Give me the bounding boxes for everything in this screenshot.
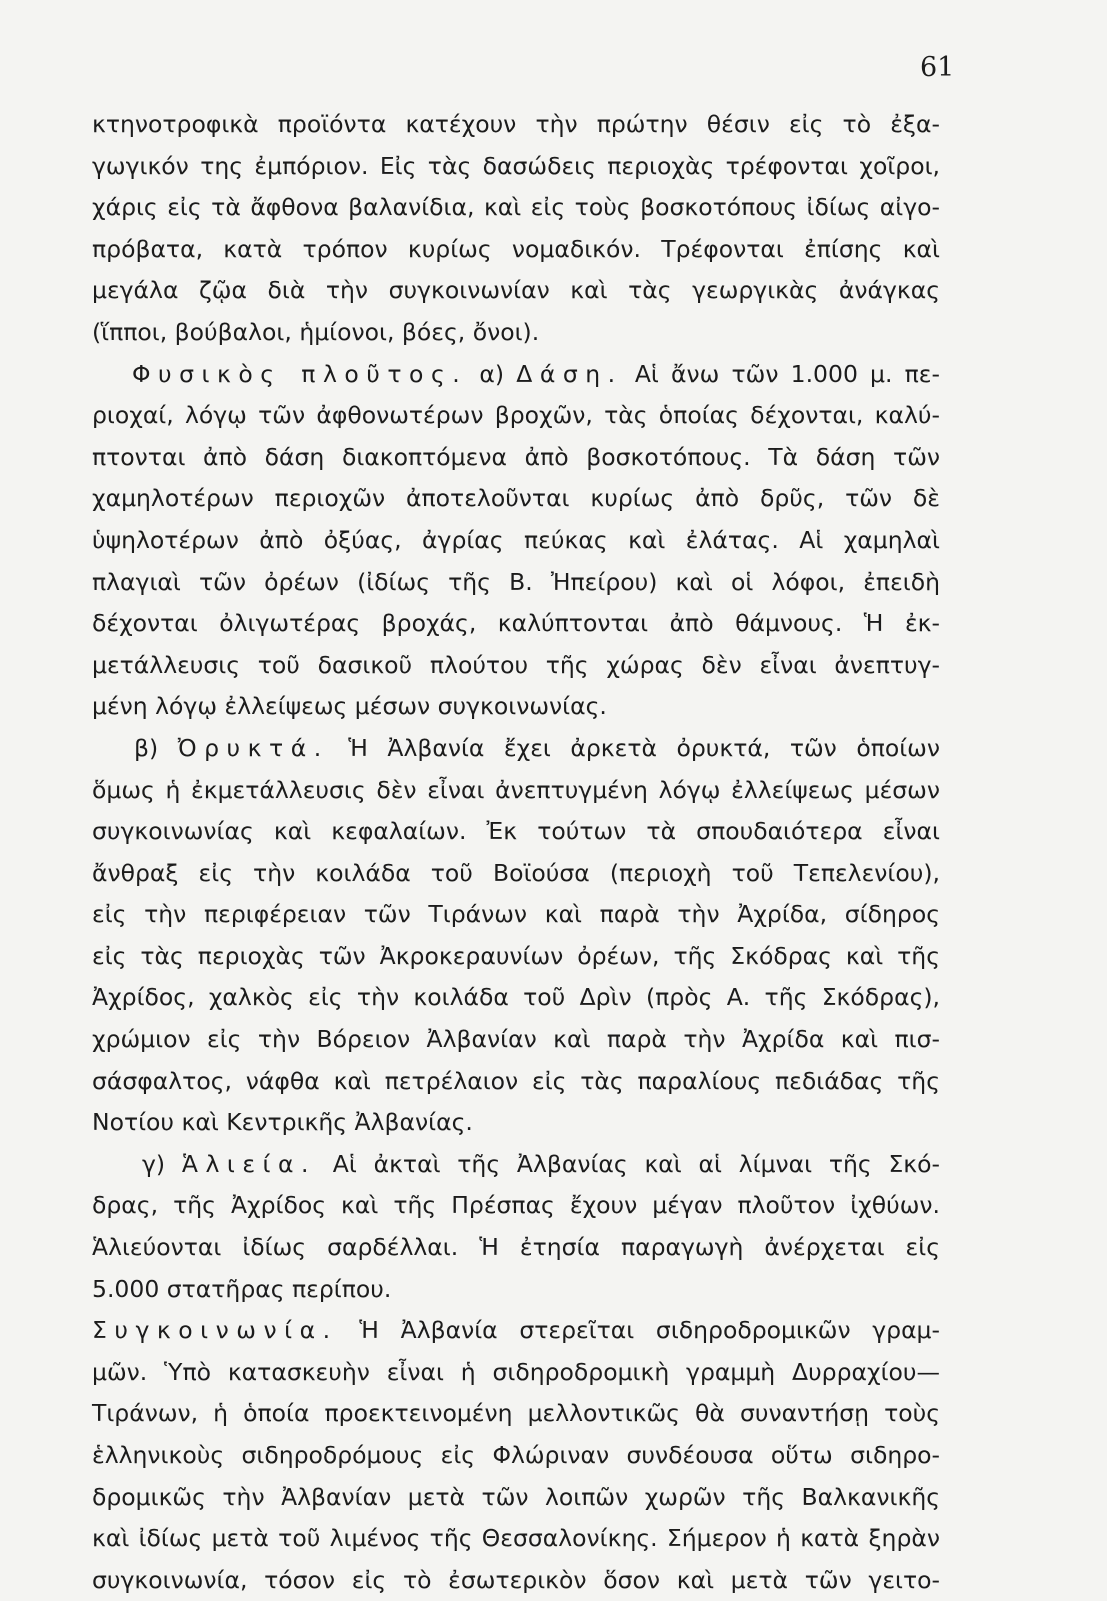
text-line: εἰς τὴν περιφέρειαν τῶν Τιράνων καὶ παρὰ τὴν Ἀχρίδα, σίδηρος	[92, 900, 940, 929]
text-line: 5.000 στατῆρας περίπου.	[92, 1274, 392, 1303]
text-line: καὶ ἰδίως μετὰ τοῦ λιμένος τῆς Θεσσαλονίκης. Σήμερον ἡ κατὰ ξηρὰν	[92, 1524, 940, 1553]
text-line: μεγάλα ζῷα διὰ τὴν συγκοινωνίαν καὶ τὰς γεωργικὰς ἀνάγκας	[92, 276, 940, 305]
section-heading-line: Συγκοινωνία. Ἡ Ἀλβανία στερεῖται σιδηροδρομικῶν γραμ-	[92, 1316, 940, 1345]
section-heading-line: Φυσικὸς πλοῦτος. α) Δάση. Αἱ ἄνω τῶν 1.000 μ. πε-	[132, 359, 940, 388]
text-line: πρόβατα, κατὰ τρόπον κυρίως νομαδικόν. Τρέφονται ἐπίσης καὶ	[92, 234, 940, 263]
text-line: ἄνθραξ εἰς τὴν κοιλάδα τοῦ Βοϊούσα (περιοχὴ τοῦ Τεπελενίου),	[92, 858, 940, 887]
text-line: σάσφαλτος, νάφθα καὶ πετρέλαιον εἰς τὰς παραλίους πεδιάδας τῆς	[92, 1066, 940, 1095]
text-line: ὅμως ἡ ἐκμετάλλευσις δὲν εἶναι ἀνεπτυγμένη λόγῳ ἐλλείψεως μέσων	[92, 775, 940, 804]
page-number: 61	[920, 52, 955, 83]
subsection-title-fishing: Ἁλιεία.	[181, 1149, 317, 1178]
text-line: Ἁλιεύονται ἰδίως σαρδέλλαι. Ἡ ἐτησία παραγωγὴ ἀνέρχεται εἰς	[92, 1233, 940, 1262]
text-line: δρας, τῆς Ἀχρίδος καὶ τῆς Πρέσπας ἔχουν μέγαν πλοῦτον ἰχθύων.	[92, 1191, 940, 1220]
text-line: κτηνοτροφικὰ προϊόντα κατέχουν τὴν πρώτην θέσιν εἰς τὸ ἐξα-	[92, 110, 940, 138]
text-line: χάρις εἰς τὰ ἄφθονα βαλανίδια, καὶ εἰς τοὺς βοσκοτόπους ἰδίως αἰγο-	[92, 193, 940, 222]
text-line: δέχονται ὀλιγωτέρας βροχάς, καλύπτονται ἀπὸ θάμνους. Ἡ ἐκ-	[92, 609, 940, 638]
section-heading-line: β) Ὀρυκτά. Ἡ Ἀλβανία ἔχει ἀρκετὰ ὀρυκτά, τῶν ὁποίων	[134, 733, 940, 762]
section-title-physical-wealth: Φυσικὸς πλοῦτος.	[132, 359, 468, 388]
text-line: μῶν. Ὑπὸ κατασκευὴν εἶναι ἡ σιδηροδρομικὴ γραμμὴ Δυρραχίου—	[92, 1357, 940, 1386]
section-heading-line: γ) Ἁλιεία. Αἱ ἀκταὶ τῆς Ἀλβανίας καὶ αἱ λίμναι τῆς Σκό-	[142, 1149, 940, 1178]
text-line: ὑψηλοτέρων ἀπὸ ὀξύας, ἀγρίας πεύκας καὶ ἐλάτας. Αἱ χαμηλαὶ	[92, 525, 940, 554]
text-line: Ἀχρίδος, χαλκὸς εἰς τὴν κοιλάδα τοῦ Δρὶν (πρὸς Α. τῆς Σκόδρας),	[92, 983, 940, 1012]
subsection-title-forests: Δάση.	[516, 359, 623, 388]
text-line: χαμηλοτέρων περιοχῶν ἀποτελοῦνται κυρίως ἀπὸ δρῦς, τῶν δὲ	[92, 484, 940, 513]
body-text	[92, 104, 940, 1601]
text-line: πλαγιαὶ τῶν ὀρέων (ἰδίως τῆς Β. Ἠπείρου) καὶ οἱ λόφοι, ἐπειδὴ	[92, 567, 940, 596]
section-title-communication: Συγκοινωνία.	[92, 1316, 338, 1345]
text-line: πτονται ἀπὸ δάση διακοπτόμενα ἀπὸ βοσκοτόπους. Τὰ δάση τῶν	[92, 442, 940, 471]
text-line: ἑλληνικοὺς σιδηροδρόμους εἰς Φλώριναν συνδέουσα οὕτω σιδηρο-	[92, 1441, 940, 1469]
text-line: Τιράνων, ἡ ὁποία προεκτεινομένη μελλοντικῶς θὰ συναντήσῃ τοὺς	[92, 1399, 940, 1428]
text-line: δρομικῶς τὴν Ἀλβανίαν μετὰ τῶν λοιπῶν χωρῶν τῆς Βαλκανικῆς	[92, 1482, 940, 1511]
text-line: Νοτίου καὶ Κεντρικῆς Ἀλβανίας.	[92, 1108, 473, 1137]
text-line: μετάλλευσις τοῦ δασικοῦ πλούτου τῆς χώρας δὲν εἶναι ἀνεπτυγ-	[92, 650, 940, 679]
text-line: γωγικόν της ἐμπόριον. Εἰς τὰς δασώδεις περιοχὰς τρέφονται χοῖροι,	[92, 151, 940, 180]
text-line: συγκοινωνίας καὶ κεφαλαίων. Ἐκ τούτων τὰ σπουδαιότερα εἶναι	[92, 817, 940, 846]
text-line: συγκοινωνία, τόσον εἰς τὸ ἐσωτερικὸν ὅσον καὶ μετὰ τῶν γειτο-	[92, 1565, 940, 1594]
text-line: ριοχαί, λόγῳ τῶν ἀφθονωτέρων βροχῶν, τὰς ὁποίας δέχονται, καλύ-	[92, 401, 940, 430]
text-line: χρώμιον εἰς τὴν Βόρειον Ἀλβανίαν καὶ παρὰ τὴν Ἀχρίδα καὶ πισ-	[92, 1025, 940, 1054]
text-line: (ἵπποι, βούβαλοι, ἡμίονοι, βόες, ὄνοι).	[92, 317, 540, 346]
subsection-title-minerals: Ὀρυκτά.	[177, 733, 329, 762]
text-line: εἰς τὰς περιοχὰς τῶν Ἀκροκεραυνίων ὀρέων, τῆς Σκόδρας καὶ τῆς	[92, 941, 940, 970]
text-line: μένη λόγῳ ἐλλείψεως μέσων συγκοινωνίας.	[92, 692, 607, 721]
